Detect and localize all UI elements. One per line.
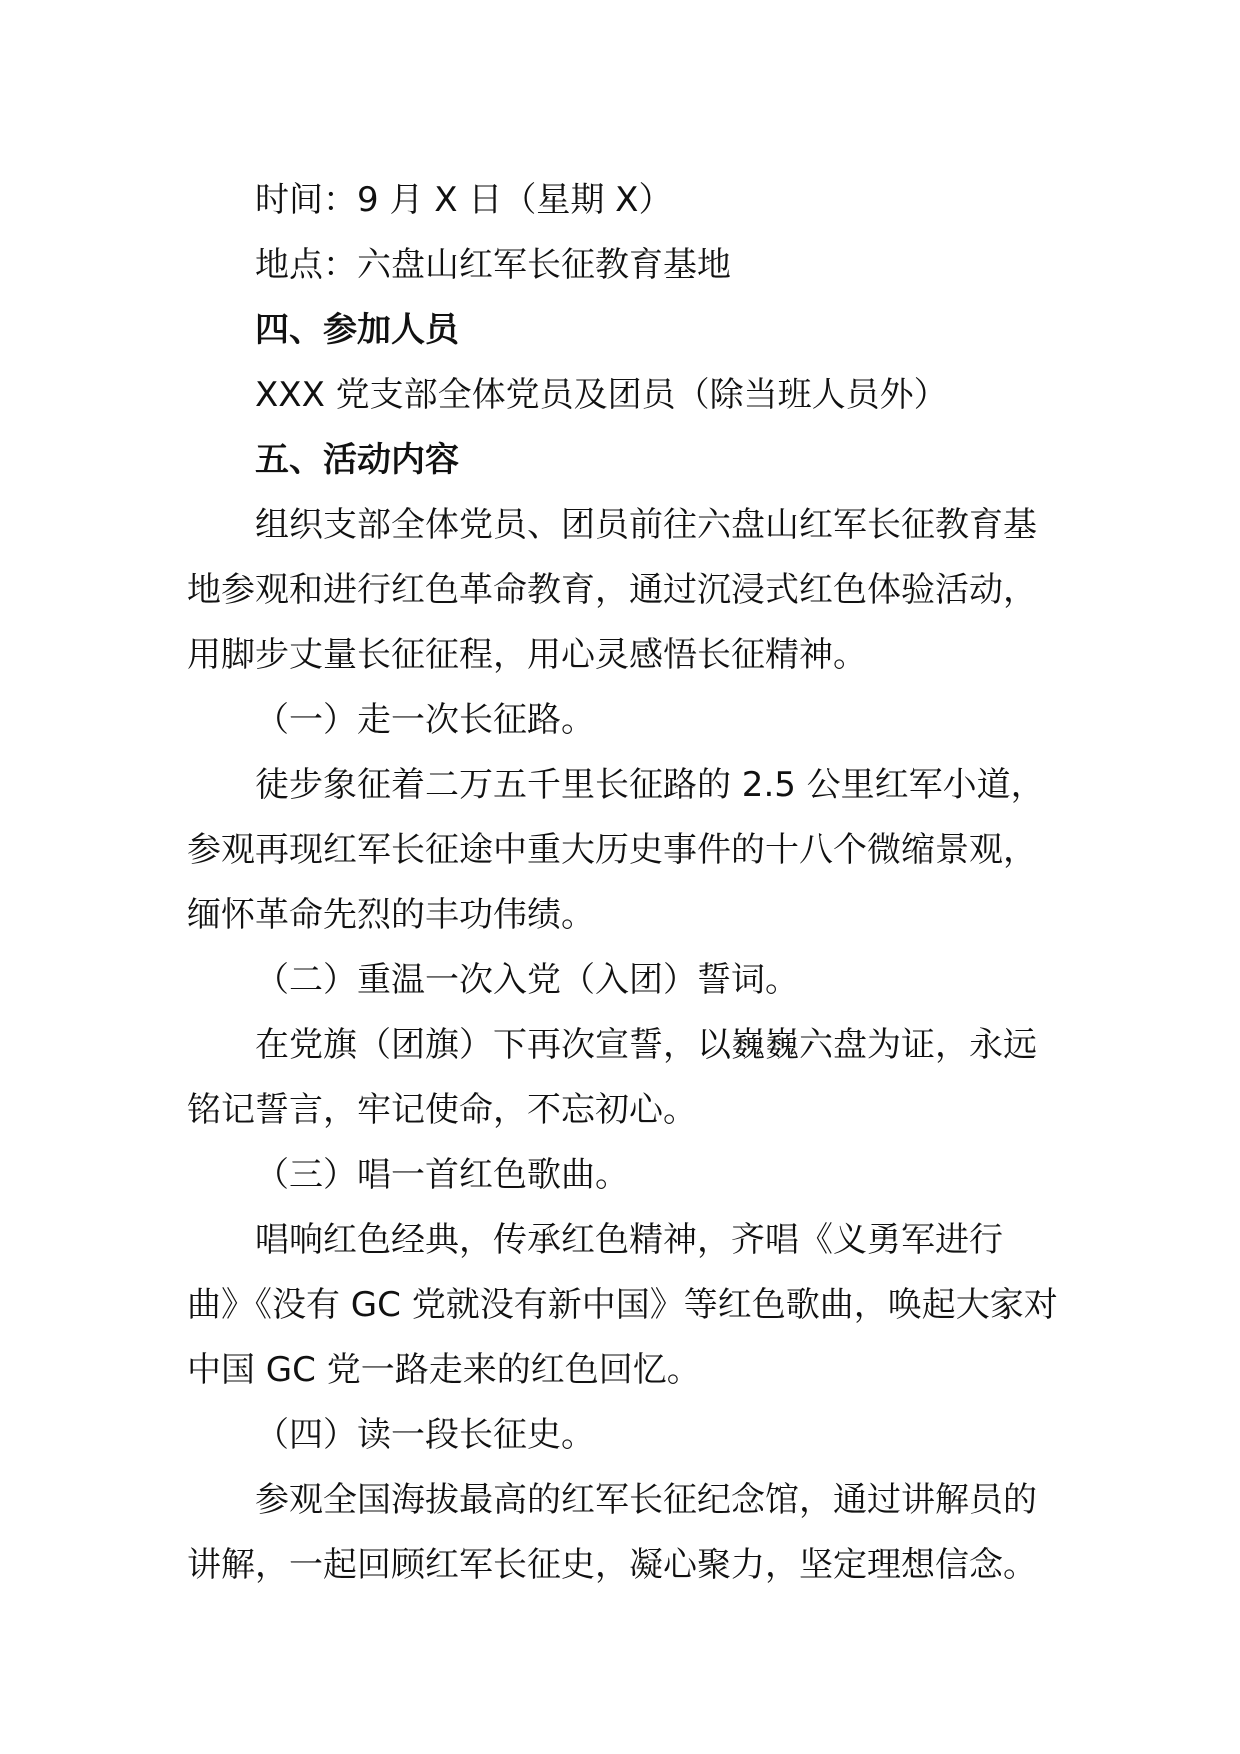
paragraph-line: 参观全国海拔最高的红军长征纪念馆，通过讲解员的: [255, 1480, 1037, 1520]
paragraph-line: 铭记誓言，牢记使命，不忘初心。: [187, 1090, 697, 1130]
activity-time-line: 时间：9 月 X 日（星期 X）: [255, 180, 673, 220]
paragraph-line: 曲》《没有 GC 党就没有新中国》等红色歌曲，唤起大家对: [187, 1285, 1058, 1325]
subsection-heading-4: （四）读一段长征史。: [255, 1415, 595, 1455]
paragraph-line: 缅怀革命先烈的丰功伟绩。: [187, 895, 595, 935]
activity-location-line: 地点：六盘山红军长征教育基地: [255, 245, 731, 285]
paragraph-line: 地参观和进行红色革命教育，通过沉浸式红色体验活动，: [187, 570, 1037, 610]
paragraph-line: 参观再现红军长征途中重大历史事件的十八个微缩景观，: [187, 830, 1037, 870]
paragraph-line: 中国 GC 党一路走来的红色回忆。: [187, 1350, 701, 1390]
paragraph-line: 在党旗（团旗）下再次宣誓，以巍巍六盘为证，永远: [255, 1025, 1037, 1065]
paragraph-line: 唱响红色经典，传承红色精神，齐唱《义勇军进行: [255, 1220, 1003, 1260]
paragraph-line: 用脚步丈量长征征程，用心灵感悟长征精神。: [187, 635, 867, 675]
paragraph-line: 徒步象征着二万五千里长征路的 2.5 公里红军小道，: [255, 765, 1045, 805]
subsection-heading-1: （一）走一次长征路。: [255, 700, 595, 740]
subsection-heading-3: （三）唱一首红色歌曲。: [255, 1155, 629, 1195]
paragraph-line: 讲解，一起回顾红军长征史，凝心聚力，坚定理想信念。: [187, 1545, 1037, 1585]
subsection-heading-2: （二）重温一次入党（入团）誓词。: [255, 960, 799, 1000]
document-body: [187, 168, 1067, 1598]
section-heading-activity-content: 五、活动内容: [255, 440, 459, 480]
section-heading-participants: 四、参加人员: [255, 310, 459, 350]
participants-text: XXX 党支部全体党员及团员（除当班人员外）: [255, 375, 948, 415]
paragraph-line: 组织支部全体党员、团员前往六盘山红军长征教育基: [255, 505, 1037, 545]
